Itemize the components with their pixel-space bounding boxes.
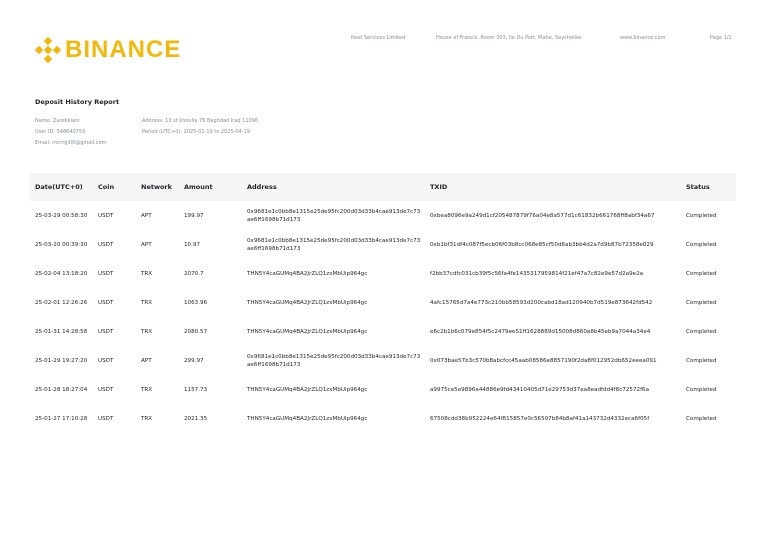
cell-coin: USDT [98, 415, 114, 422]
cell-date: 25-01-27 17:10:28 [35, 415, 88, 422]
cell-amount: 199.97 [184, 212, 204, 219]
cell-txid: f2bb37cdfc031cb39f5c56fa4fe1435317959814f21ef47a7c82e9e57d2a9e2a [430, 270, 644, 277]
cell-network: TRX [141, 328, 153, 335]
cell-date: 25-03-20 00:39:30 [35, 241, 88, 248]
cell-date: 25-01-31 14:28:58 [35, 328, 88, 335]
cell-date: 25-02-01 12:26:26 [35, 299, 88, 306]
table-row [30, 375, 736, 404]
table-row [30, 404, 736, 433]
website-link[interactable]: www.binance.com [620, 35, 666, 41]
account-email: Email: mirrrgi00@gmail.com [35, 140, 107, 146]
table-row [30, 288, 736, 317]
column-header-status: Status [686, 173, 736, 201]
cell-amount: 10.97 [184, 241, 201, 248]
cell-txid: 0x073bae57b3c570b8abcfcc45aab08586e8857190f2da8f012952db652eeea091 [430, 357, 657, 364]
cell-coin: USDT [98, 270, 114, 277]
cell-amount: 1063.96 [184, 299, 208, 306]
cell-status: Completed [686, 212, 717, 219]
cell-network: TRX [141, 386, 153, 393]
account-address: Address: 13 st khoulia 76 Baghdad Iraq 11096 [142, 118, 259, 124]
table-row [30, 317, 736, 346]
deposit-table [30, 173, 736, 433]
cell-txid: a9975ce5e9896a44886e9fd43410405d71e29753d37ea8eadfdd4f8c72572f6a [430, 386, 650, 393]
report-title: Deposit History Report [35, 98, 120, 106]
cell-date: 25-03-29 00:58:30 [35, 212, 88, 219]
cell-txid: 0xbea8096e9a249d1cf205487879f76a04e8a577d1c61832b661768ff8abf34a67 [430, 212, 655, 219]
cell-amount: 1157.73 [184, 386, 208, 393]
cell-coin: USDT [98, 241, 114, 248]
column-header-coin: Coin [93, 173, 136, 201]
cell-network: TRX [141, 299, 153, 306]
account-name: Name: Zarebkiani [35, 118, 80, 124]
cell-status: Completed [686, 386, 717, 393]
cell-network: APT [141, 212, 152, 219]
cell-address: THN5Y4caGUMq4BA2JrZLQ1zxMbUip964gc [247, 386, 368, 393]
account-user-id: User ID: 548640753 [35, 129, 86, 135]
cell-status: Completed [686, 299, 717, 306]
column-header-txid: TXID [425, 173, 686, 201]
cell-network: TRX [141, 270, 153, 277]
cell-txid: 0xb1bf31df4c087f5ecb06f03b8cc068e85cf50d6ab3bb4d2a7d9b87b72358e029 [430, 241, 654, 248]
cell-amount: 299.97 [184, 357, 204, 364]
column-header-address: Address [242, 173, 425, 201]
cell-address: THN5Y4caGUMq4BA2JrZLQ1zxMbUip964gc [247, 270, 368, 277]
cell-txid: 67508cdd38b952224e64f815857e0c56507b84b8af41a143732d4332eca6f05f [430, 415, 650, 422]
cell-network: APT [141, 241, 152, 248]
cell-status: Completed [686, 415, 717, 422]
cell-txid: 4afc15765d7a4e773c210bb58593d200cabd18ad120940b7d519e873642fd542 [430, 299, 653, 306]
cell-network: TRX [141, 415, 153, 422]
cell-coin: USDT [98, 212, 114, 219]
cell-date: 25-02-04 13:18:20 [35, 270, 88, 277]
company-name: Nest Services Limited [351, 35, 406, 41]
cell-status: Completed [686, 328, 717, 335]
cell-address: 0x9681e1c0bb8e1315e25de95fc200d03d33b4cae913de7c73ae6ff1698b71d173 [247, 208, 421, 223]
table-row [30, 346, 736, 375]
column-header-network: Network [136, 173, 179, 201]
cell-amount: 2080.57 [184, 328, 208, 335]
table-header-row [30, 173, 736, 201]
cell-date: 25-01-28 18:27:04 [35, 386, 88, 393]
binance-logo [35, 36, 181, 64]
cell-status: Completed [686, 241, 717, 248]
company-address: House of Francis, Room 303, Ile Du Port, Mahe, Seychelles [436, 35, 582, 41]
cell-status: Completed [686, 270, 717, 277]
column-header-date: Date(UTC+0) [30, 173, 93, 201]
cell-txid: e6c2b1b6c079e854f5c2479ee51ff1628889d15008d860a8b45eb9a7044a34e4 [430, 328, 651, 335]
report-period: Period (UTC+0): 2025-01-19 to 2025-04-19 [142, 129, 250, 135]
cell-address: 0x9681e1c0bb8e1315e25de95fc200d03d33b4cae913de7c73ae6ff1698b71d173 [247, 353, 421, 368]
column-header-amount: Amount [179, 173, 242, 201]
table-row [30, 259, 736, 288]
cell-amount: 2021.35 [184, 415, 208, 422]
cell-address: THN5Y4caGUMq4BA2JrZLQ1zxMbUip964gc [247, 299, 368, 306]
cell-address: 0x9681e1c0bb8e1315e25de95fc200d03d33b4cae913de7c73ae6ff1698b71d173 [247, 237, 421, 252]
cell-date: 25-01-29 19:27:20 [35, 357, 88, 364]
table-row [30, 201, 736, 230]
brand-name: BINANCE [65, 36, 182, 63]
cell-network: APT [141, 357, 152, 364]
cell-coin: USDT [98, 328, 114, 335]
cell-status: Completed [686, 357, 717, 364]
cell-coin: USDT [98, 357, 114, 364]
table-row [30, 230, 736, 259]
binance-logo-icon [35, 37, 61, 63]
cell-amount: 2070.7 [184, 270, 204, 277]
page-number: Page 1/1 [710, 35, 732, 41]
cell-coin: USDT [98, 386, 114, 393]
cell-address: THN5Y4caGUMq4BA2JrZLQ1zxMbUip964gc [247, 328, 368, 335]
cell-address: THN5Y4caGUMq4BA2JrZLQ1zxMbUip964gc [247, 415, 368, 422]
cell-coin: USDT [98, 299, 114, 306]
